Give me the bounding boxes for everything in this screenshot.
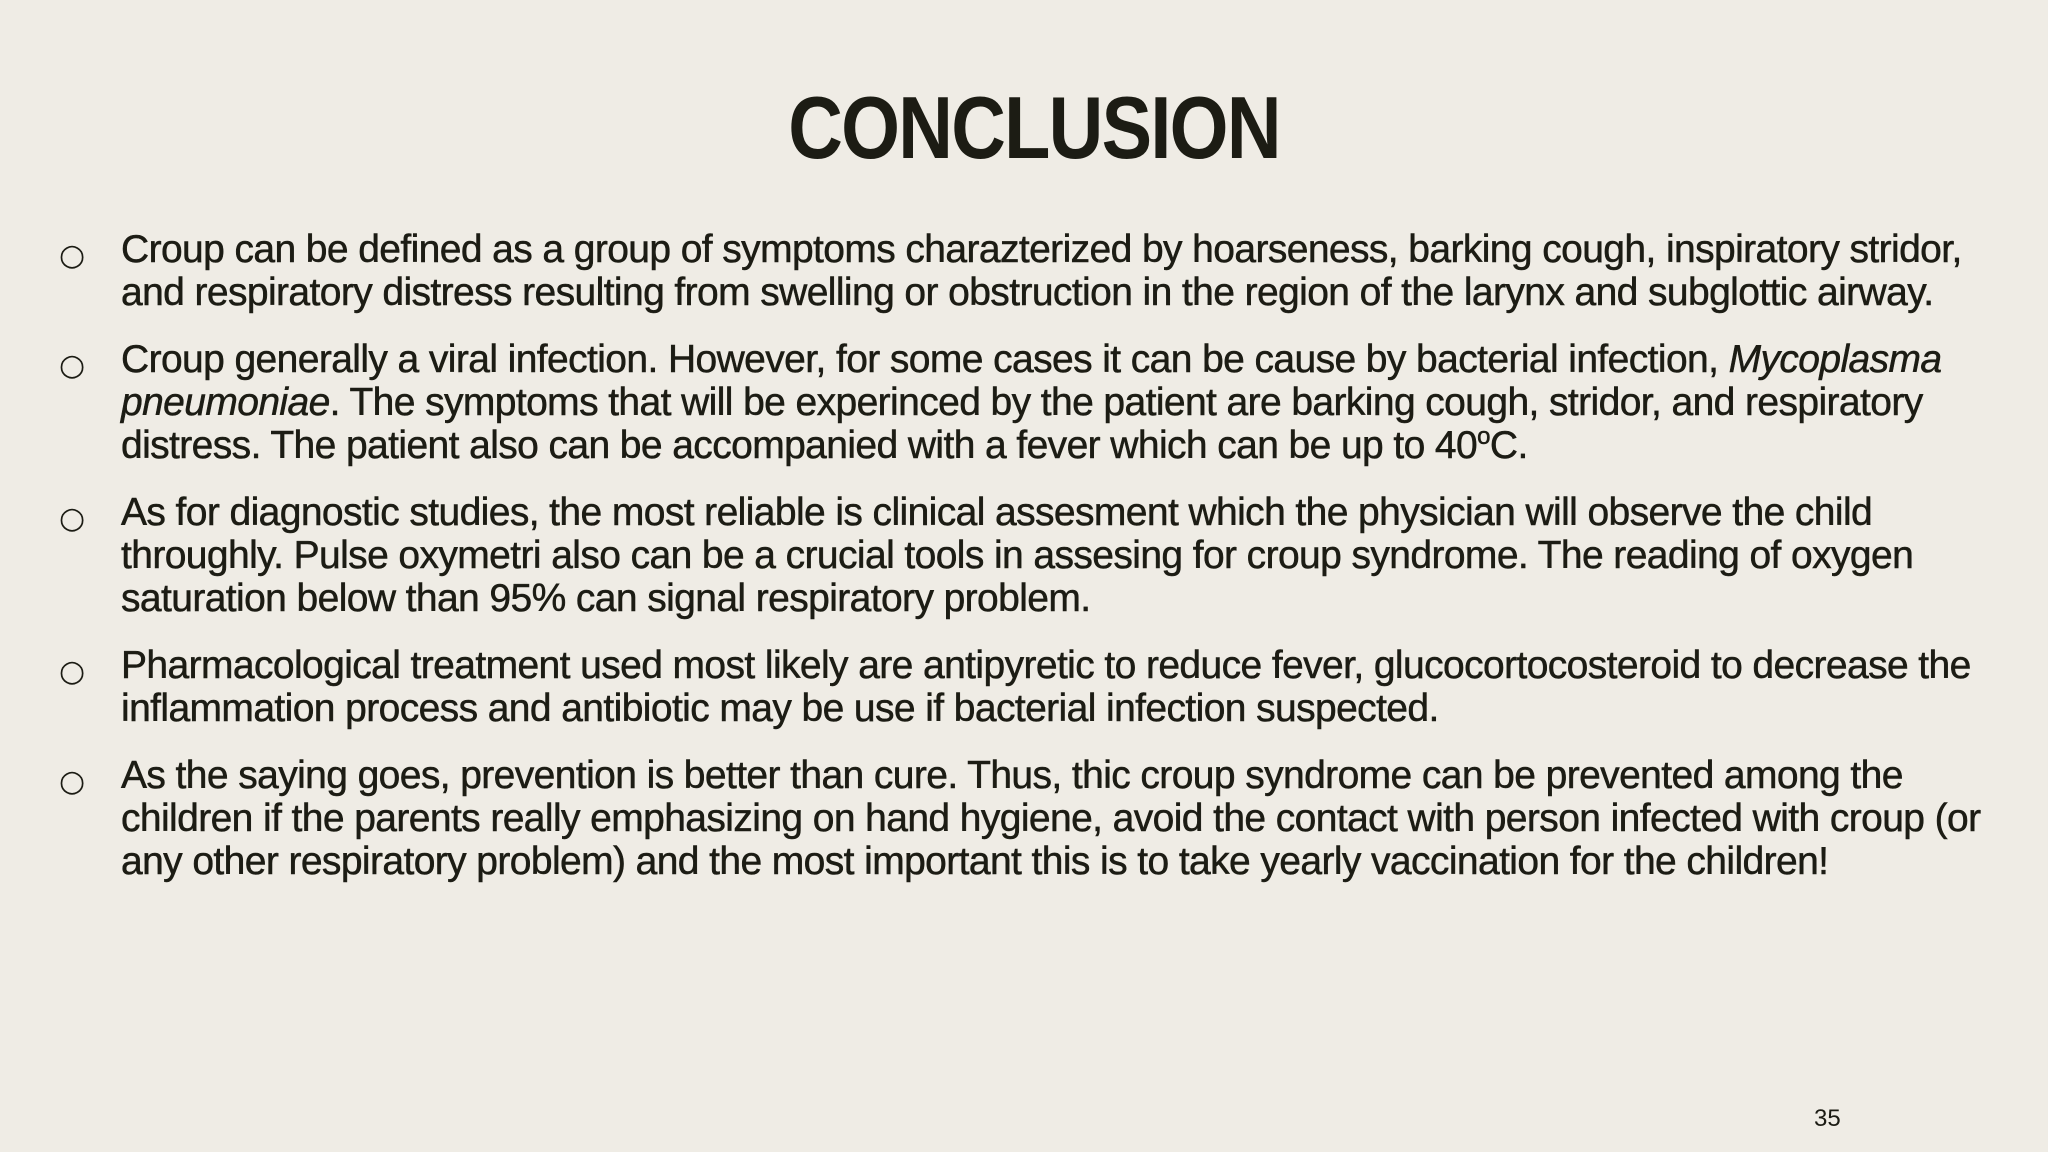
bullet-item [56, 338, 2000, 467]
degree-superscript: o [1477, 423, 1490, 450]
bullet-marker-icon: ○ [59, 501, 86, 536]
bullet-item [56, 228, 2000, 314]
bullet-marker-icon: ○ [59, 238, 86, 273]
bullet-text: As the saying goes, prevention is better than cure. Thus, thic croup syndrome can be prevented among the children if the parents really emphasizing on hand hygiene, avoid the contact with person infected with croup (or any other respiratory problem) and the most important this is to take yearly vaccination for the children! [121, 754, 1981, 883]
bullet-marker-icon: ○ [59, 764, 86, 799]
page-number: 35 [1814, 1105, 1841, 1132]
bullet-text: As for diagnostic studies, the most reliable is clinical assesment which the physician will observe the child throughly. Pulse oxymetri also can be a crucial tools in assesing for croup syndrome. The reading of oxygen saturation below than 95% can signal respiratory problem. [121, 491, 1914, 620]
bullet-text-start: Croup generally a viral infection. However, for some cases it can be cause by bacterial infection, [121, 338, 1729, 381]
bullet-list [56, 228, 2000, 907]
bullet-item [56, 754, 2000, 883]
bullet-marker-icon: ○ [59, 654, 86, 689]
slide-title: CONCLUSION [788, 78, 1280, 177]
bullet-text-italic-organism: Mycoplasma pneumoniae [121, 338, 1942, 424]
bullet-text [121, 338, 2000, 467]
bullet-text: Pharmacological treatment used most likely are antipyretic to reduce fever, glucocortocosteroid to decrease the inflammation process and antibiotic may be use if bacterial infection suspected. [121, 644, 1971, 730]
bullet-text: Croup can be defined as a group of symptoms charazterized by hoarseness, barking cough, inspiratory stridor, and respiratory distress resulting from swelling or obstruction in the region of the larynx and subglottic airway. [121, 228, 1962, 314]
bullet-item [56, 644, 2000, 730]
bullet-text-end: C. [1489, 424, 1528, 467]
bullet-text-middle: . The symptoms that will be experinced by the patient are barking cough, stridor, and respiratory distress. The patient also can be accompanied with a fever which can be up to 40 [121, 381, 1923, 467]
bullet-item [56, 491, 2000, 620]
bullet-marker-icon: ○ [59, 348, 86, 383]
